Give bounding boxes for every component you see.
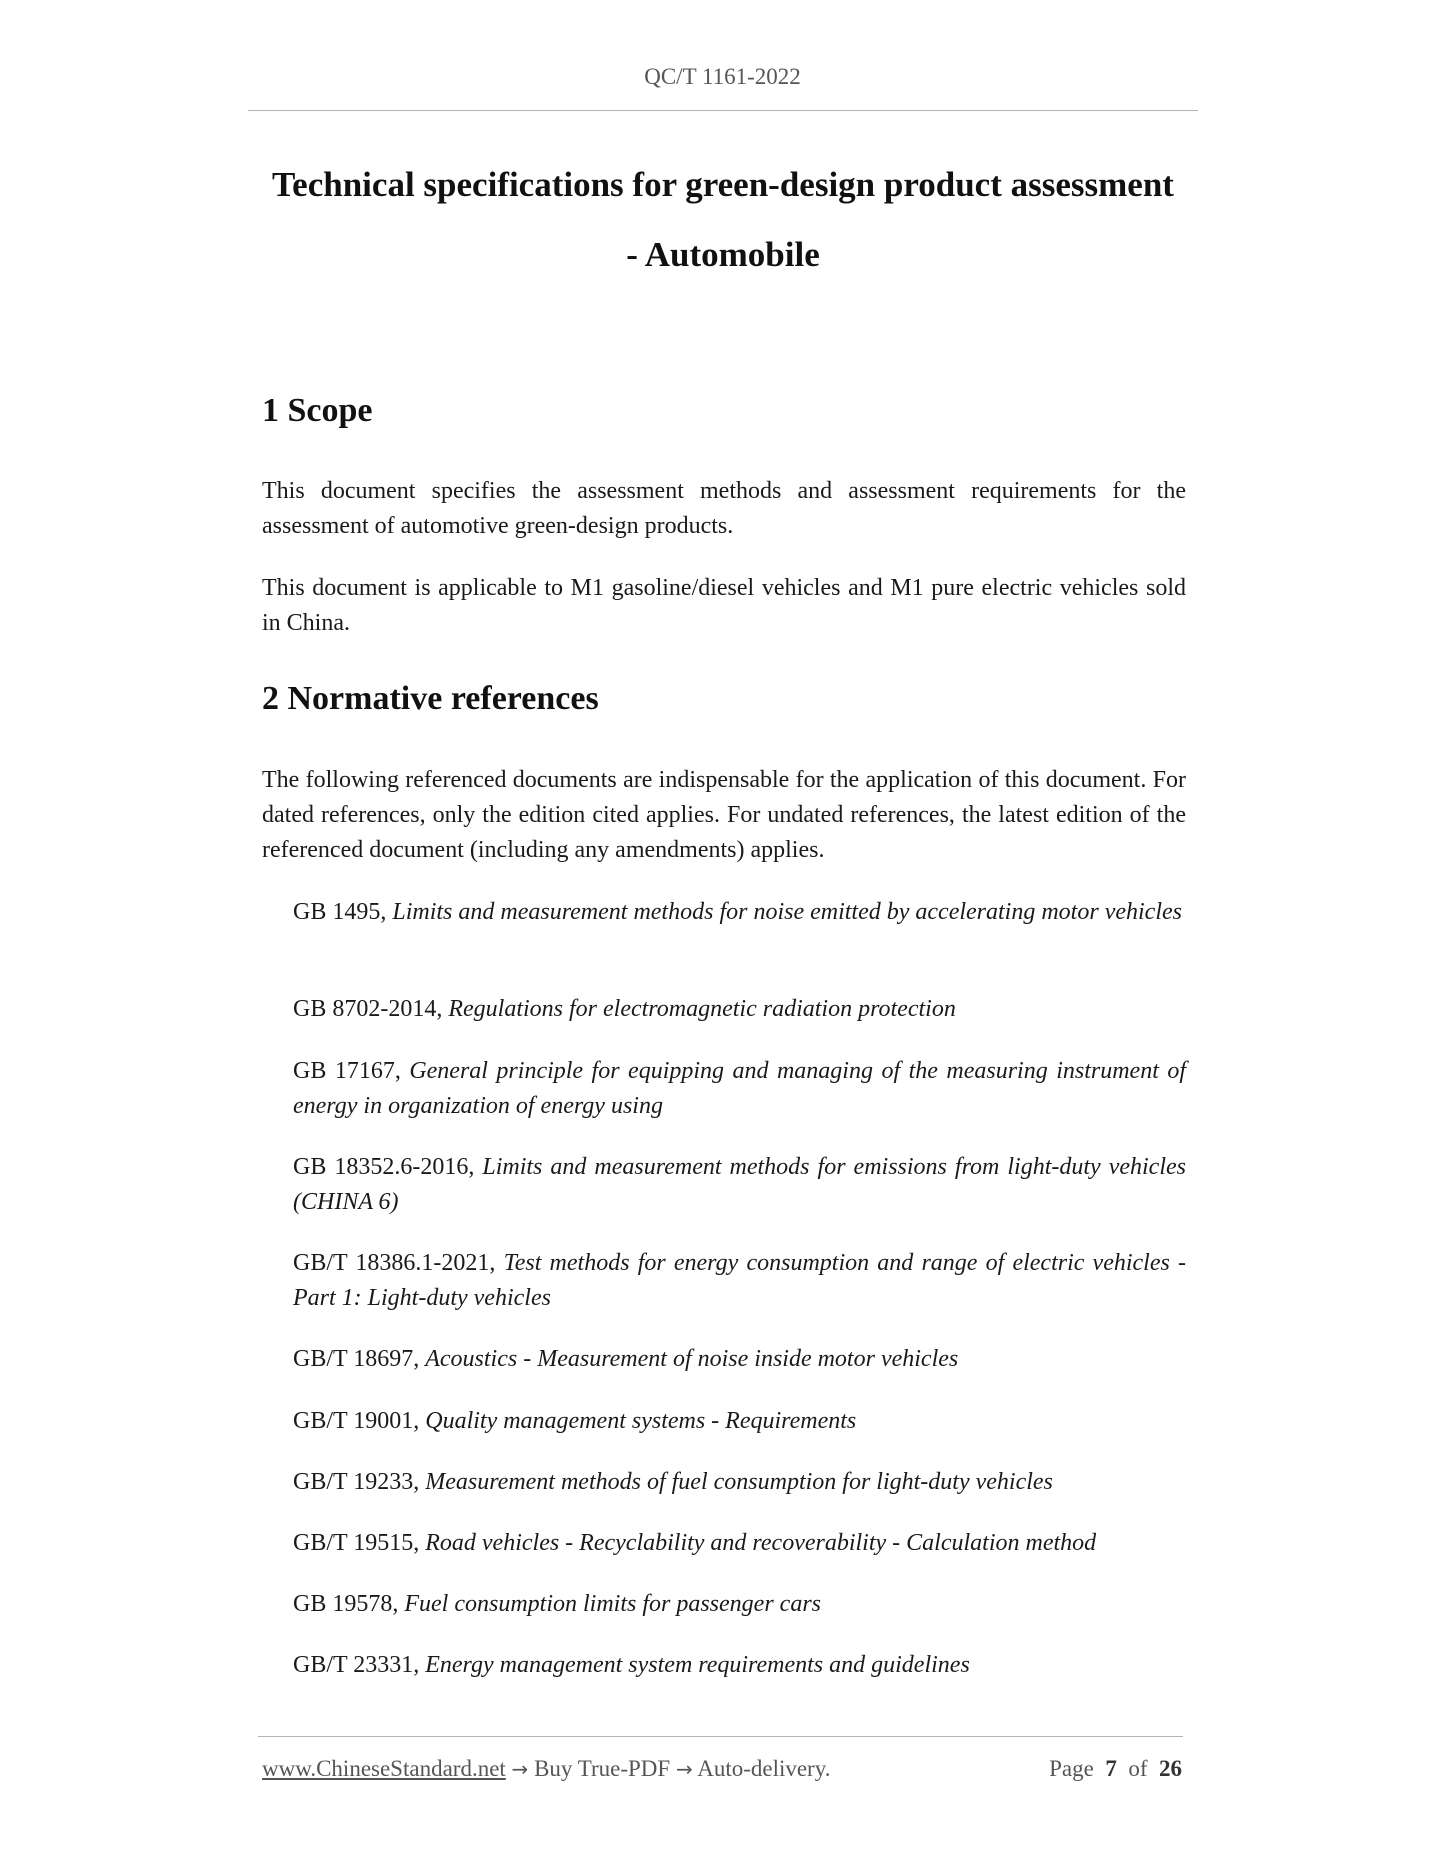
reference-code: GB/T 18697,: [293, 1346, 420, 1372]
section-heading-normative-references: 2 Normative references: [262, 680, 599, 717]
reference-code: GB/T 19001,: [293, 1408, 420, 1434]
reference-code: GB/T 19233,: [293, 1469, 420, 1495]
reference-item: [293, 1246, 1186, 1316]
current-page-number: 7: [1105, 1756, 1117, 1781]
reference-title: Limits and measurement methods for emissions from light-duty vehicles (CHINA 6): [293, 1154, 1186, 1215]
reference-code: GB/T 19515,: [293, 1530, 420, 1556]
reference-item: [293, 1526, 1186, 1561]
reference-item: [293, 1648, 1186, 1683]
reference-code: GB 18352.6-2016,: [293, 1154, 475, 1180]
reference-code: GB/T 23331,: [293, 1652, 420, 1678]
reference-item: [293, 992, 1186, 1027]
reference-code: GB 19578,: [293, 1591, 399, 1617]
scope-paragraph-2: This document is applicable to M1 gasoline/diesel vehicles and M1 pure electric vehicles sold in China.: [262, 575, 1186, 636]
reference-item: [293, 895, 1186, 930]
reference-title: General principle for equipping and managing of the measuring instrument of energy in organization of energy using: [293, 1058, 1187, 1119]
reference-title: Limits and measurement methods for noise emitted by accelerating motor vehicles: [392, 899, 1182, 925]
document-code-header: QC/T 1161-2022: [644, 64, 801, 89]
reference-title: Road vehicles - Recyclability and recoverability - Calculation method: [425, 1530, 1097, 1556]
reference-code: GB/T 18386.1-2021,: [293, 1250, 496, 1276]
document-title-line-2: - Automobile: [626, 235, 820, 274]
page-footer: [262, 1756, 1186, 1786]
reference-title: Regulations for electromagnetic radiation protection: [448, 996, 956, 1022]
reference-item: [293, 1404, 1186, 1439]
document-title: [240, 150, 1206, 290]
arrow-right-icon: →: [675, 1757, 693, 1781]
reference-item: [293, 1587, 1186, 1622]
reference-title: Energy management system requirements and guidelines: [425, 1652, 970, 1678]
reference-code: GB 8702-2014,: [293, 996, 443, 1022]
arrow-right-icon: →: [511, 1757, 529, 1781]
website-link[interactable]: www.ChineseStandard.net: [262, 1756, 506, 1781]
of-label: of: [1128, 1756, 1148, 1781]
section-heading-scope: 1 Scope: [262, 392, 373, 429]
document-title-line-1: Technical specifications for green-design product assessment: [272, 165, 1174, 204]
footer-buy-text: Buy True-PDF: [534, 1756, 671, 1781]
reference-title: Test methods for energy consumption and range of electric vehicles - Part 1: Light-duty vehicles: [293, 1250, 1187, 1311]
reference-item: [293, 1342, 1186, 1377]
reference-item: [293, 1465, 1186, 1500]
header-divider: [248, 110, 1198, 111]
reference-title: Quality management systems - Requirements: [425, 1408, 857, 1434]
reference-item: [293, 1150, 1186, 1220]
reference-code: GB 17167,: [293, 1058, 401, 1084]
reference-item: [293, 1054, 1186, 1124]
total-pages-number: 26: [1159, 1756, 1182, 1781]
reference-title: Measurement methods of fuel consumption for light-duty vehicles: [425, 1469, 1053, 1495]
scope-paragraph-1: This document specifies the assessment methods and assessment requirements for the assessment of automotive green-design products.: [262, 478, 1186, 539]
page-label: Page: [1049, 1756, 1094, 1781]
reference-code: GB 1495,: [293, 899, 387, 925]
footer-promo: [262, 1756, 830, 1782]
footer-divider: [258, 1736, 1183, 1737]
normative-intro-paragraph: The following referenced documents are indispensable for the application of this document. For dated references, only the edition cited applies. For undated references, the latest edition of the referenced document (including any amendments) applies.: [262, 767, 1186, 863]
reference-title: Acoustics - Measurement of noise inside motor vehicles: [425, 1346, 959, 1372]
page-number: [1049, 1756, 1182, 1782]
reference-title: Fuel consumption limits for passenger cars: [404, 1591, 821, 1617]
footer-delivery-text: Auto-delivery.: [697, 1756, 831, 1781]
